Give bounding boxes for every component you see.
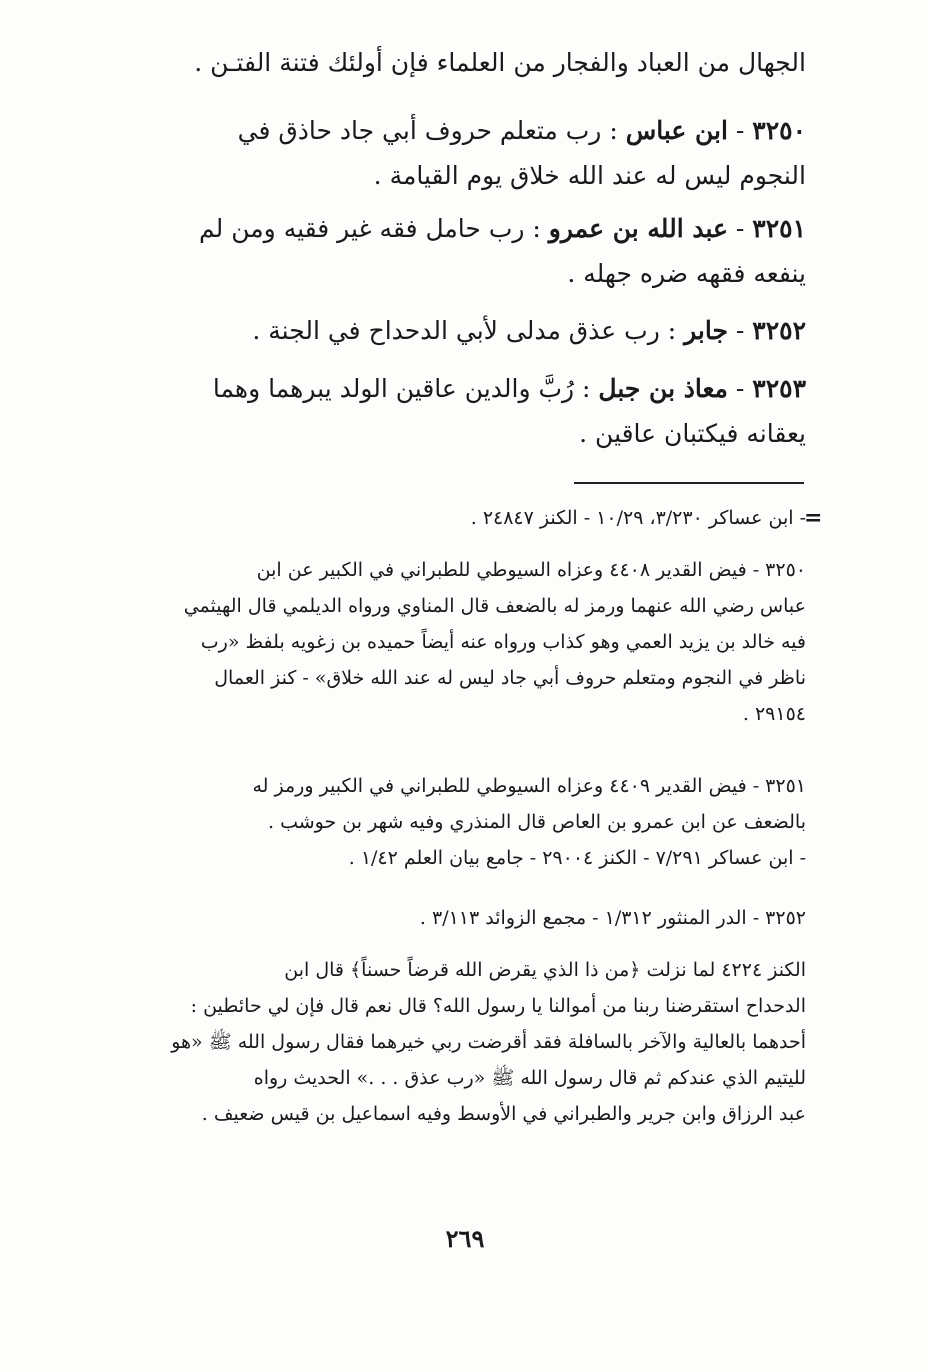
entry-line: ٣٢٥٢ - جابر : رب عذق مدلى لأبي الدحداح في الجنة . [252, 316, 806, 345]
footnote-line: لليتيم الذي عندكم ثم قال رسول الله ﷺ «رب عذق . . .» الحديث رواه [253, 1067, 806, 1089]
entry-line: ٣٢٥١ - عبد الله بن عمرو : رب حامل فقه غير فقيه ومن لم [199, 214, 806, 243]
narrator-name: عبد الله بن عمرو [548, 214, 728, 243]
entry-text: : رُبَّ والدين عاقين الولد يبرهما وهما [212, 374, 591, 403]
entry-line: النجوم ليس له عند الله خلاق يوم القيامة . [373, 161, 806, 190]
footnote-line: عبد الرزاق وابن جرير والطبراني في الأوسط وفيه اسماعيل بن قيس ضعيف . [201, 1103, 806, 1125]
entry-number: ٣٢٥٣ [752, 374, 806, 403]
footnote-line: ٣٢٥٢ - الدر المنثور ١/٣١٢ - مجمع الزوائد ٣/١١٣ . [419, 907, 806, 929]
footnote-3250 [122, 552, 806, 732]
footnote-line: أحدهما بالعالية والآخر بالسافلة فقد أقرضت ربي خيرهما فقال رسول الله ﷺ «هو [171, 1031, 806, 1053]
footnote-line: ٢٩١٥٤ . [742, 703, 806, 725]
main-text [122, 40, 806, 85]
footnote-block-continued [122, 500, 806, 536]
narrator-name: جابر [684, 316, 728, 345]
hadith-entry-3250 [122, 108, 806, 198]
footnote-3251 [122, 768, 806, 876]
footnote-line: عباس رضي الله عنهما ورمز له بالضعف قال المناوي ورواه الديلمي قال الهيثمي [183, 595, 806, 617]
page-number: ٢٦٩ [445, 1224, 485, 1253]
entry-number: ٣٢٥٢ [752, 316, 806, 345]
entry-line: يعقانه فيكتبان عاقين . [579, 419, 806, 448]
footnote-line: ٣٢٥٠ - فيض القدير ٤٤٠٨ وعزاه السيوطي للطبراني في الكبير عن ابن [256, 559, 806, 581]
footnote-line: الدحداح استقرضنا ربنا من أموالنا يا رسول الله؟ قال نعم قال فإن لي حائطين : [190, 995, 806, 1017]
entry-line: ٣٢٥٠ - ابن عباس : رب متعلم حروف أبي جاد حاذق في [237, 116, 806, 145]
narrator-name: معاذ بن جبل [598, 374, 728, 403]
entry-number: ٣٢٥١ [752, 214, 806, 243]
footnote-line: - ابن عساكر ٧/٢٩١ - الكنز ٢٩٠٠٤ - جامع بيان العلم ١/٤٢ . [348, 847, 806, 869]
footnote-line: بالضعف عن ابن عمرو بن العاص قال المنذري وفيه شهر بن حوشب . [268, 811, 806, 833]
continuation-marker: = [804, 505, 823, 531]
footnote-line: - ابن عساكر ٣/٢٣٠، ١٠/٢٩ - الكنز ٢٤٨٤٧ . [470, 507, 806, 529]
entry-text: : رب حامل فقه غير فقيه ومن لم [199, 214, 541, 243]
entry-line: ينفعه فقهه ضره جهله . [567, 259, 806, 288]
hadith-entry-3252 [122, 308, 806, 353]
entry-text: : رب عذق مدلى لأبي الدحداح في الجنة . [252, 316, 677, 345]
hadith-entry-3253 [122, 366, 806, 456]
entry-text: : رب متعلم حروف أبي جاد حاذق في [237, 116, 618, 145]
opening-line: الجهال من العباد والفجار من العلماء فإن أولئك فتنة الفتـن . [194, 48, 806, 77]
entry-line: ٣٢٥٣ - معاذ بن جبل : رُبَّ والدين عاقين الولد يبرهما وهما [212, 374, 806, 403]
footnote-separator [574, 482, 804, 484]
entry-number: ٣٢٥٠ [752, 116, 806, 145]
footnote-line: الكنز ٤٢٢٤ لما نزلت ﴿من ذا الذي يقرض الله قرضاً حسناً﴾ قال ابن [284, 959, 806, 981]
footnote-line: فيه خالد بن يزيد العمي وهو كذاب ورواه عنه أيضاً حميده بن زغويه بلفظ «رب [200, 631, 806, 653]
footnote-kanz-4224 [122, 952, 806, 1132]
narrator-name: ابن عباس [625, 116, 728, 145]
hadith-entry-3251 [122, 206, 806, 296]
footnote-3252 [122, 900, 806, 936]
footnote-line: ٣٢٥١ - فيض القدير ٤٤٠٩ وعزاه السيوطي للطبراني في الكبير ورمز له [252, 775, 806, 797]
footnote-line: ناظر في النجوم ومتعلم حروف أبي جاد ليس له عند الله خلاق» - كنز العمال [214, 667, 806, 689]
